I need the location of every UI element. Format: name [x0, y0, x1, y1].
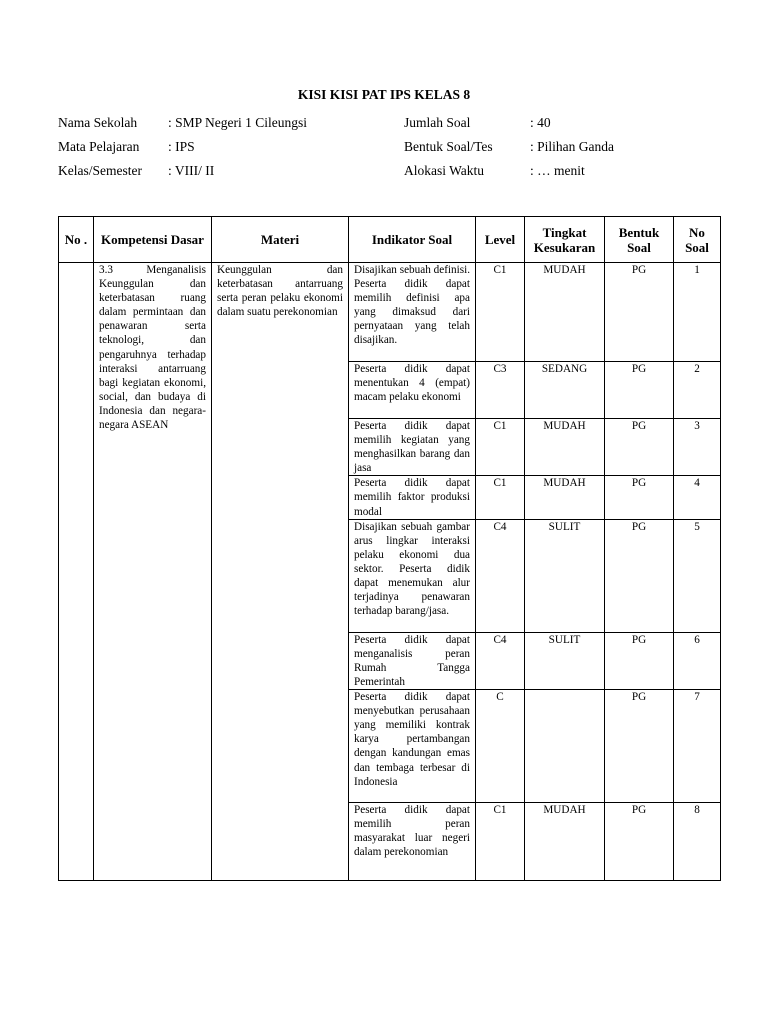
mata-pelajaran-label: Mata Pelajaran: [58, 139, 140, 154]
alokasi-waktu-value: : … menit: [530, 163, 585, 178]
bentuk-cell: PG: [605, 803, 674, 881]
level-cell: C1: [476, 476, 525, 519]
materi-cell: Keunggulan dan keterbatasan antarruang serta peran pelaku ekonomi dalam suatu perekonomian: [212, 263, 349, 881]
header-no-soal: No Soal: [674, 217, 721, 263]
bentuk-cell: PG: [605, 632, 674, 689]
jumlah-soal-value: : 40: [530, 115, 551, 130]
nama-sekolah-value: : SMP Negeri 1 Cileungsi: [168, 115, 308, 130]
indikator-cell: Disajikan sebuah gambar arus lingkar interaksi pelaku ekonomi dua sektor. Peserta didik dapat menemukan alur terjadinya penawaran terhadap barang/jasa.: [349, 519, 476, 632]
bentuk-cell: PG: [605, 362, 674, 419]
header-no: No .: [59, 217, 94, 263]
table-row: [59, 263, 721, 362]
header-indikator-soal: Indikator Soal: [349, 217, 476, 263]
kelas-semester-value: : VIII/ II: [168, 163, 215, 178]
mata-pelajaran-value: : IPS: [168, 139, 195, 154]
tingkat-cell: SEDANG: [525, 362, 605, 419]
tingkat-cell: MUDAH: [525, 803, 605, 881]
level-cell: C3: [476, 362, 525, 419]
bentuk-cell: PG: [605, 690, 674, 803]
no-soal-cell: 7: [674, 690, 721, 803]
indikator-cell: Peserta didik dapat menyebutkan perusahaan yang memiliki kontrak karya pertambangan dengan kandungan emas dan tembaga terbesar di Indonesia: [349, 690, 476, 803]
no-soal-cell: 4: [674, 476, 721, 519]
tingkat-cell: MUDAH: [525, 263, 605, 362]
level-cell: C1: [476, 419, 525, 476]
indikator-cell: Disajikan sebuah definisi. Peserta didik dapat memilih definisi apa yang dimaksud dari pernyataan yang telah disajikan.: [349, 263, 476, 362]
level-cell: C: [476, 690, 525, 803]
header-kompetensi-dasar: Kompetensi Dasar: [94, 217, 212, 263]
tingkat-cell: MUDAH: [525, 419, 605, 476]
bentuk-soal-label: Bentuk Soal/Tes: [404, 139, 493, 154]
document-title: KISI KISI PAT IPS KELAS 8: [297, 87, 471, 102]
no-soal-cell: 2: [674, 362, 721, 419]
bentuk-soal-value: : Pilihan Ganda: [530, 139, 614, 154]
indikator-cell: Peserta didik dapat menganalisis peran Rumah Tangga Pemerintah: [349, 632, 476, 689]
indikator-cell: Peserta didik dapat menentukan 4 (empat) macam pelaku ekonomi: [349, 362, 476, 419]
no-soal-cell: 3: [674, 419, 721, 476]
jumlah-soal-label: Jumlah Soal: [404, 115, 471, 130]
header-level: Level: [476, 217, 525, 263]
kisi-kisi-table: [58, 216, 721, 881]
level-cell: C1: [476, 803, 525, 881]
table-header-row: [59, 217, 721, 263]
bentuk-cell: PG: [605, 419, 674, 476]
no-soal-cell: 8: [674, 803, 721, 881]
tingkat-cell: MUDAH: [525, 476, 605, 519]
kelas-semester-label: Kelas/Semester: [58, 163, 142, 178]
nama-sekolah-label: Nama Sekolah: [58, 115, 138, 130]
level-cell: C1: [476, 263, 525, 362]
level-cell: C4: [476, 519, 525, 632]
indikator-cell: Peserta didik dapat memilih faktor produksi modal: [349, 476, 476, 519]
tingkat-cell: SULIT: [525, 632, 605, 689]
no-soal-cell: 1: [674, 263, 721, 362]
no-cell: [59, 263, 94, 881]
header-bentuk-soal: Bentuk Soal: [605, 217, 674, 263]
header-tingkat-kesukaran: Tingkat Kesukaran: [525, 217, 605, 263]
indikator-cell: Peserta didik dapat memilih kegiatan yang menghasilkan barang dan jasa: [349, 419, 476, 476]
header-materi: Materi: [212, 217, 349, 263]
alokasi-waktu-label: Alokasi Waktu: [404, 163, 485, 178]
no-soal-cell: 5: [674, 519, 721, 632]
kompetensi-dasar-cell: 3.3 Menganalisis Keunggulan dan keterbatasan ruang dalam permintaan dan penawaran serta teknologi, dan pengaruhnya terhadap interaksi antarruang bagi kegiatan ekonomi, social, dan budaya di Indonesia dan negara-negara ASEAN: [94, 263, 212, 881]
no-soal-cell: 6: [674, 632, 721, 689]
bentuk-cell: PG: [605, 476, 674, 519]
level-cell: C4: [476, 632, 525, 689]
bentuk-cell: PG: [605, 263, 674, 362]
indikator-cell: Peserta didik dapat memilih peran masyarakat luar negeri dalam perekonomian: [349, 803, 476, 881]
bentuk-cell: PG: [605, 519, 674, 632]
tingkat-cell: [525, 690, 605, 803]
tingkat-cell: SULIT: [525, 519, 605, 632]
